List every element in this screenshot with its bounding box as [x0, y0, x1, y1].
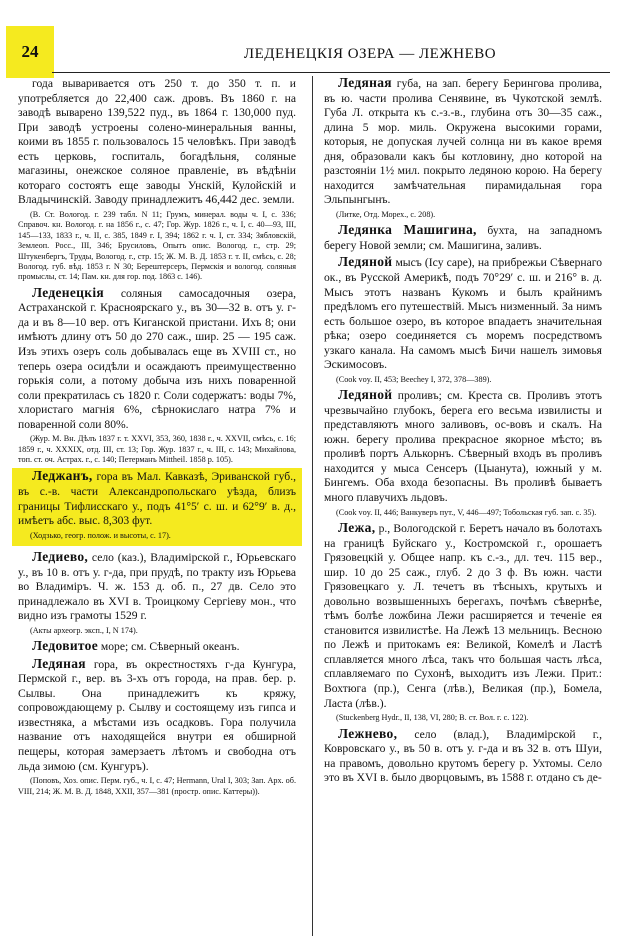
entry-source: (Cook voy. II, 453; Beechey I, 372, 378—389).: [336, 374, 492, 384]
entry-headword: Леджанъ,: [32, 468, 93, 484]
column-divider: [312, 76, 313, 936]
entry-text: село (каз.), Владимірской г., Юрьевскаго у., въ 10 в. отъ у. г-да, при прудѣ, по тракту изъ Юрьева во Владиміръ. Ч. ж. 153 д. об. п., 27 дв. Село это принадлежало въ XVI в. Троицкому Сергіеву мон., что видно изъ грамоты 1529 г.: [18, 551, 296, 623]
dictionary-entry: [18, 76, 296, 208]
entry-source: (Поповъ, Хоз. опис. Перм. губ., ч. I, с. 47; Hermann, Ural I, 303; Зап. Арх. об. VIII, 214; Ж. М. В. Д. 1848, XXII, 357—381 (простр. опис. Каттеры)).: [18, 776, 296, 796]
entry-headword: Леденецкія: [32, 284, 104, 300]
entry-source: (Stuckenberg Hydr., II, 138, VI, 280; В. ст. Вол. г. с. 122).: [336, 713, 529, 723]
entry-source: (В. Ст. Вологод. г. 239 табл. N 11; Грумъ, минерал. воды ч. I, с. 336; Справоч. кн. Вологод. г. на 1856 г., с. 47; Гор. Жур. 1826 г., ч. I, с. 40—93, III, 145—133, 1833 г., ч. II, с. 385, 1849 г. I, 394; 1862 г. ч. I, ст. 334; Зябловскій, Землеоп. Росс., III, 346; Брусиловъ, Опытъ опис. Вологод. г., стр. 29; Штукенбергъ, Труды, Вологод. г., стр. 15; Ж. М. В. Д. 1853 г. т. II, смѣсь, с. 28; Вологод. губ. вѣд. 1853 г. N 30; Берештерсеръ, Пермскія и вологод. соляныя промыслы, ст. 14; Пам. кн. для гор. под. 1863 с. 146).: [18, 209, 296, 282]
entry-block: [324, 727, 602, 786]
entry-source: (Литке, Отд. Морех., с. 208).: [336, 209, 436, 219]
dictionary-entry: [18, 657, 296, 774]
entry-headword: Ледовитое: [32, 638, 98, 654]
dictionary-entry: [324, 388, 602, 505]
entry-headword: Ледяной: [338, 387, 393, 403]
entry-block: [18, 76, 296, 283]
dictionary-entry: [18, 286, 296, 432]
entry-text: гора, въ окрестностяхъ г-да Кунгура, Пермской г., вер. въ 3-хъ отъ города, на прав. бер. р. Сылвы. Она принадлежитъ къ кряжу, сопровождающему р. Сылву и состоящему изъ гипса и известняка, а мѣстами изъ осадковъ. Гора получила название отъ находящейся внутри ея обширной пещеры, которая замерзаетъ лѣтомъ и свободна отъ льда зимою (см. Кунгуръ).: [18, 657, 297, 773]
entry-headword: Ледяная: [32, 655, 86, 671]
entry-source: (Акты археогр. эксп., I, N 174).: [30, 625, 138, 635]
dictionary-entry: [324, 727, 602, 786]
running-title: ЛЕДЕНЕЦКІЯ ОЗЕРА — ЛЕЖНЕВО: [243, 46, 497, 62]
page-number-highlight: [6, 26, 54, 78]
dictionary-entry: [324, 223, 602, 253]
entry-headword: Ледянка Машигина,: [338, 222, 477, 238]
entry-text: р., Вологодской г. Беретъ начало въ болотахъ на границѣ Буйскаго у., Костромской г., орошаетъ Грязовецкій у. Общее напр. къ с.-з., дл. теч. 115 вер., шир. 10 до 25 саж., глуб. 2 до 3 ф. Въ южн. части Грязовецкаго у. Л. течетъ въ тѣсныхъ, крутыхъ и довольно возвышенныхъ берегахъ, почѣмъ сѣвернѣе, тѣмъ болѣе ложбина Лежи расширяется и теченіе ея становится извилистѣе. На Лежѣ 13 мельницъ. Весною по Лежѣ и притокамъ ея: Великой, Комелѣ и Ластѣ сплавляется много лѣса, такъ что большая часть лѣса, сплавляемаго по Сухонѣ, выходитъ изъ Лежи. Прит.: Вохтюга (пр.), Сенга (лѣв.), Великая (пр.), Бомела, Ласта (лѣв.).: [324, 521, 602, 710]
highlighted-entry: [12, 468, 302, 546]
entry-block: [18, 286, 296, 466]
entry-block: [324, 76, 602, 220]
entry-block: [324, 223, 602, 253]
dictionary-entry: [18, 550, 296, 624]
entry-text: проливъ; см. Креста св. Проливъ этотъ чрезвычайно глубокъ, берега его весьма извилисты и представляютъ много заливовъ, ос-вовъ и скалъ. На южн. берегу пролива прекрасное якорное мѣсто; въ проливѣ портъ Алькорнъ. Сѣверный входъ въ проливъ находится у мыса Сенсеръ (Цыанута), южный у м. Бингемъ. Оба входа безопасны. Въ проливѣ бываетъ много плавучихъ льдовъ.: [324, 389, 602, 505]
dictionary-entry: [18, 639, 296, 655]
dictionary-entry: [324, 76, 602, 208]
entry-text: года вываривается отъ 250 т. до 350 т. п. и употребляется до 22,400 саж. дровъ. Въ 1860 г. на заводѣ выварено 139,522 пуд., въ 1864 г. 130,000 пуд. При заводѣ устроены солено-минеральныя ванны, коими въ 1855 г. пользовалось 15 человѣкъ. При заводѣ есть церковь, госпиталь, богадѣльня, соляные магазины, онежское соляное правленіе, въ вѣдѣніи котораго состоятъ еще заводы Унскій, Кулойскій и Владычинскій. Заводу принадлежитъ 46,442 дес. земли.: [18, 77, 296, 207]
entry-text: море; см. Сѣверный океанъ.: [100, 640, 240, 654]
entry-block: [18, 639, 296, 655]
right-column: [324, 76, 602, 788]
entry-text: гора въ Мал. Кавказѣ, Эриванской губ., въ с.-в. части Александропольскаго уѣзда, близъ границы Тифлисскаго у., подъ 41°5′ с. ш. и 62°9′ в. д., имѣетъ абс. выс. 8,303 фут.: [18, 470, 296, 528]
entry-block: [324, 388, 602, 518]
entry-text: мысъ (Icy cape), на прибрежьи Сѣвернаго ок., въ Русской Америкѣ, подъ 70°29′ с. ш. и 216° в. д. Мысъ этотъ названъ Кукомъ и былъ крайнимъ предѣломъ его путешествій. Мысъ низменный. За нимъ есть большое озеро, въ которое впадаетъ значительная рѣка; озеро соединяется съ моремъ посредствомъ узкаго канала. На самомъ мысѣ Бичи нашелъ зимовья Эскимосовъ.: [324, 256, 602, 372]
left-column: [18, 76, 296, 800]
entry-block: [18, 550, 296, 636]
dictionary-entry: [324, 521, 602, 711]
entry-block: [324, 255, 602, 385]
entry-text: село (влад.), Владимірской г., Ковровскаго у., въ 50 в. отъ у. г-да и въ 32 в. отъ Шуи, на правомъ, довольно крутомъ берегу р. Ухтомы. Село это въ XVI в. было дворцовымъ, въ 1588 г. отдано съ де-: [324, 727, 602, 785]
header-rule: [52, 72, 610, 73]
entry-source: (Cook voy. II, 446; Ванкуверъ пут., V, 446—497; Тобольская губ. зап. с. 35).: [336, 507, 597, 517]
entry-headword: Лежа,: [338, 519, 376, 535]
entry-text: бухта, на западномъ берегу Новой земли; см. Машигина, заливъ.: [324, 224, 602, 252]
entry-block: [324, 521, 602, 724]
entry-block: [18, 657, 296, 797]
dictionary-entry: [18, 469, 296, 528]
entry-headword: Ледяной: [338, 254, 393, 270]
page-number: 24: [21, 42, 39, 61]
entry-source: (Жур. М. Вн. Дѣлъ 1837 г. т. XXVI, 353, 360, 1838 г., ч. XXVII, смѣсь, с. 16; 1859 г., ч. XXXIX, отд. III, ст. 13; Гор. Жур. 1837 г., ч. III, с. 143; Михайлова, топ. ст. оч. Астрах. г., с. 140; Петерманъ Mittheil. 1858 р. 105).: [18, 434, 296, 465]
entry-headword: Лежнево,: [338, 725, 398, 741]
entry-source: (Ходзько, геогр. полож. и высоты, с. 17).: [30, 530, 171, 540]
entry-text: соляныя самосадочныя озера, Астраханской г. Красноярскаго у., въ 30—32 в. отъ у. г-да и въ 8—10 вер. отъ Киганской пристани. Ихъ 8; они имѣютъ длину отъ 50 до 270 саж., шир. 25 — 195 саж. Изъ этихъ озеръ соль добывалась еще въ XVIII ст., но теперь озера осидѣли и осаждаютъ преимущественно горькія соли, а потому добыча изъ нихъ поваренной соли прекратилась съ 1820 г. Соли содержатъ: воды 7%, хлористаго магнія 6%, сѣрнокислаго натра 7% и поваренной соли 80%.: [18, 286, 296, 431]
entry-headword: Ледяная: [338, 75, 392, 90]
entry-text: губа, на зап. берегу Берингова пролива, въ ю. части пролива Сенявине, въ Чукотской землѣ. Губа Л. открыта къ с.-з.-в., глубина отъ 30—35 саж., длина 5 мор. миль. Окружена высокими горами, которыя, не допуская лучей солнца ни въ какое время дня, образовали какъ бы котловину, дно которой на разстояніи 1½ мил. покрыто ледяною корою. На берегу находится замѣчательная пирамидальная гора Эльпынгынъ.: [324, 77, 602, 207]
dictionary-entry: [324, 255, 602, 372]
entry-headword: Ледиево,: [32, 549, 89, 565]
